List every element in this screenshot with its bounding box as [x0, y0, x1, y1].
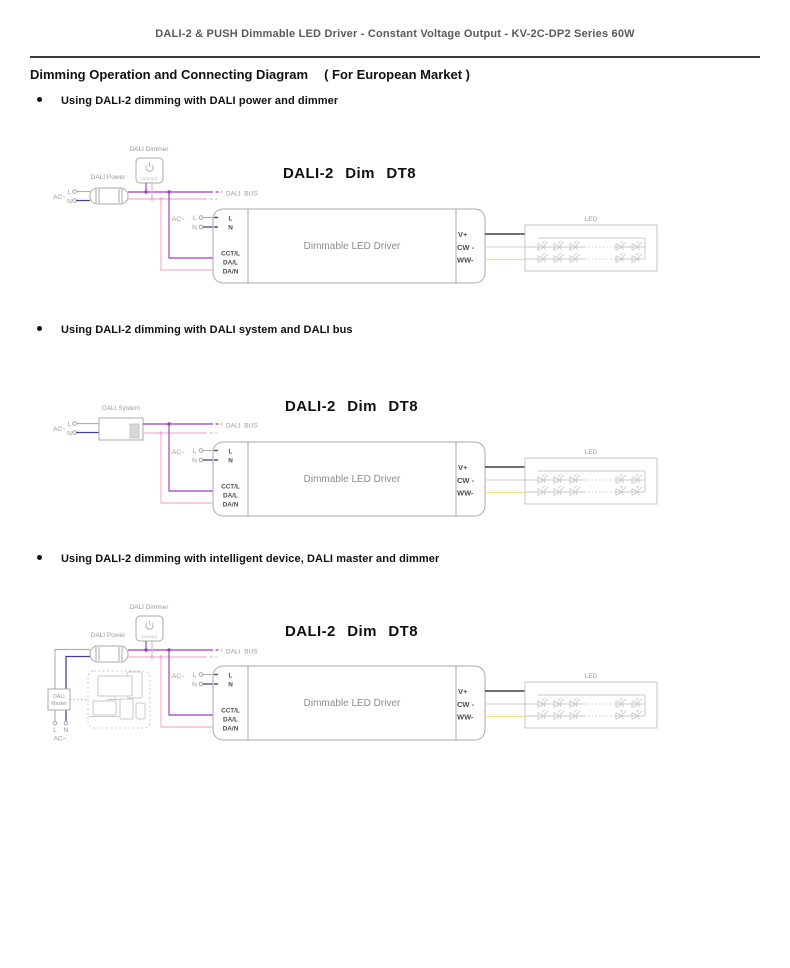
driver-name-label: Dimmable LED Driver [303, 698, 401, 709]
neutral-label: N [63, 727, 69, 734]
led-strip [525, 682, 657, 728]
live-label: L [192, 215, 197, 222]
terminal-circle [199, 449, 203, 453]
phone-icon [136, 703, 145, 719]
driver-name-label: Dimmable LED Driver [303, 241, 401, 252]
driver-terminal-l: L [228, 448, 233, 456]
driver-terminal-cct: CCT/L [221, 483, 240, 491]
dali-dimmer-label: DALI Dimmer [129, 146, 169, 153]
bullet-2-text: Using DALI-2 dimming with DALI system and DALI bus [61, 324, 353, 336]
diagram-2 [53, 398, 657, 516]
page-header-title: DALI-2 & PUSH Dimmable LED Driver - Constant Voltage Output - KV-2C-DP2 Series 60W [155, 28, 635, 40]
terminal-circle [199, 216, 203, 220]
dali-bus-label: DALI BUS [226, 648, 258, 656]
terminal-circle [199, 458, 203, 462]
ac-label: AC~ [53, 735, 67, 743]
terminal-circle [73, 190, 77, 194]
led-strip [525, 458, 657, 504]
driver-terminal-cct: CCT/L [221, 250, 240, 258]
driver-terminal-cw: CW - [457, 243, 475, 252]
dimmer-dots-label: (ooooo) [141, 176, 158, 181]
neutral-label: N [67, 430, 72, 438]
ac-label: AC~ [172, 673, 185, 680]
driver-terminal-n: N [228, 681, 233, 689]
driver-terminal-cct: CCT/L [221, 707, 240, 715]
live-label: L [192, 448, 197, 455]
dali-master-label-line1: DALI [53, 694, 65, 700]
dali-power-icon [90, 646, 128, 662]
section-title-main: Dimming Operation and Connecting Diagram [30, 67, 309, 82]
driver-terminal-ww: WW- [457, 255, 474, 265]
diagram-title: DALI-2 Dim DT8 [285, 398, 418, 415]
live-label: L [67, 421, 72, 428]
ac-label: AC~ [172, 216, 185, 223]
neutral-label: N [192, 224, 197, 232]
neutral-label: N [192, 681, 197, 689]
driver-terminal-l: L [228, 215, 233, 223]
monitor-icon [98, 676, 132, 696]
terminal-circle [64, 721, 68, 725]
dali-power-icon [90, 188, 128, 204]
driver-terminal-ww: WW- [457, 488, 474, 498]
dimmer-dots-label: (ooooo) [141, 634, 158, 639]
terminal-circle [199, 225, 203, 229]
driver-terminal-dal: DA/L [223, 492, 238, 500]
ac-label: AC~ [53, 194, 66, 201]
driver-terminal-cw: CW - [457, 700, 475, 709]
led-strip [525, 225, 657, 271]
terminal-circle [199, 673, 203, 677]
driver-terminal-dan: DA/N [222, 501, 239, 509]
diagram-3 [48, 604, 657, 743]
ac-label: AC~ [172, 449, 185, 456]
ac-label: AC~ [53, 426, 66, 433]
driver-terminal-l: L [228, 672, 233, 680]
dali-system-label: DALI System [102, 405, 140, 412]
led-label: LED [584, 216, 598, 223]
bullet-1-text: Using DALI-2 dimming with DALI power and dimmer [61, 95, 339, 107]
neutral-label: N [192, 457, 197, 465]
driver-terminal-dan: DA/N [222, 725, 239, 733]
live-label: L [192, 672, 197, 679]
laptop-icon [93, 701, 116, 715]
driver-terminal-n: N [228, 224, 233, 232]
terminal-circle [73, 431, 77, 435]
terminal-circle [73, 199, 77, 203]
terminal-circle [199, 682, 203, 686]
terminal-circle [53, 721, 57, 725]
dali-master-label-line2: Master [51, 701, 67, 707]
dali-bus-label: DALI BUS [226, 422, 258, 430]
driver-terminal-vplus: V+ [458, 463, 468, 472]
bullet-3-text: Using DALI-2 dimming with intelligent device, DALI master and dimmer [61, 553, 440, 565]
led-label: LED [584, 449, 598, 456]
driver-terminal-dal: DA/L [223, 259, 238, 267]
driver-terminal-vplus: V+ [458, 230, 468, 239]
dali-bus-label: DALI BUS [226, 190, 258, 198]
driver-terminal-vplus: V+ [458, 687, 468, 696]
live-label: L [67, 189, 72, 196]
driver-terminal-dal: DA/L [223, 716, 238, 724]
live-label: L [53, 727, 57, 734]
diagram-title: DALI-2 Dim DT8 [285, 623, 418, 640]
driver-terminal-dan: DA/N [222, 268, 239, 276]
section-title-market: ( For European Market ) [324, 67, 470, 82]
dali-power-label: DALI Power [90, 632, 126, 639]
dali-system-module [130, 424, 139, 438]
dali-dimmer-label: DALI Dimmer [129, 604, 169, 611]
driver-terminal-n: N [228, 457, 233, 465]
driver-terminal-cw: CW - [457, 476, 475, 485]
terminal-circle [73, 422, 77, 426]
diagram-title: DALI-2 Dim DT8 [283, 165, 416, 182]
neutral-label: N [67, 198, 72, 206]
driver-name-label: Dimmable LED Driver [303, 474, 401, 485]
diagram-1 [53, 146, 657, 283]
tablet-small-icon [120, 699, 133, 719]
dali-power-label: DALI Power [90, 174, 126, 181]
driver-terminal-ww: WW- [457, 712, 474, 722]
led-label: LED [584, 673, 598, 680]
